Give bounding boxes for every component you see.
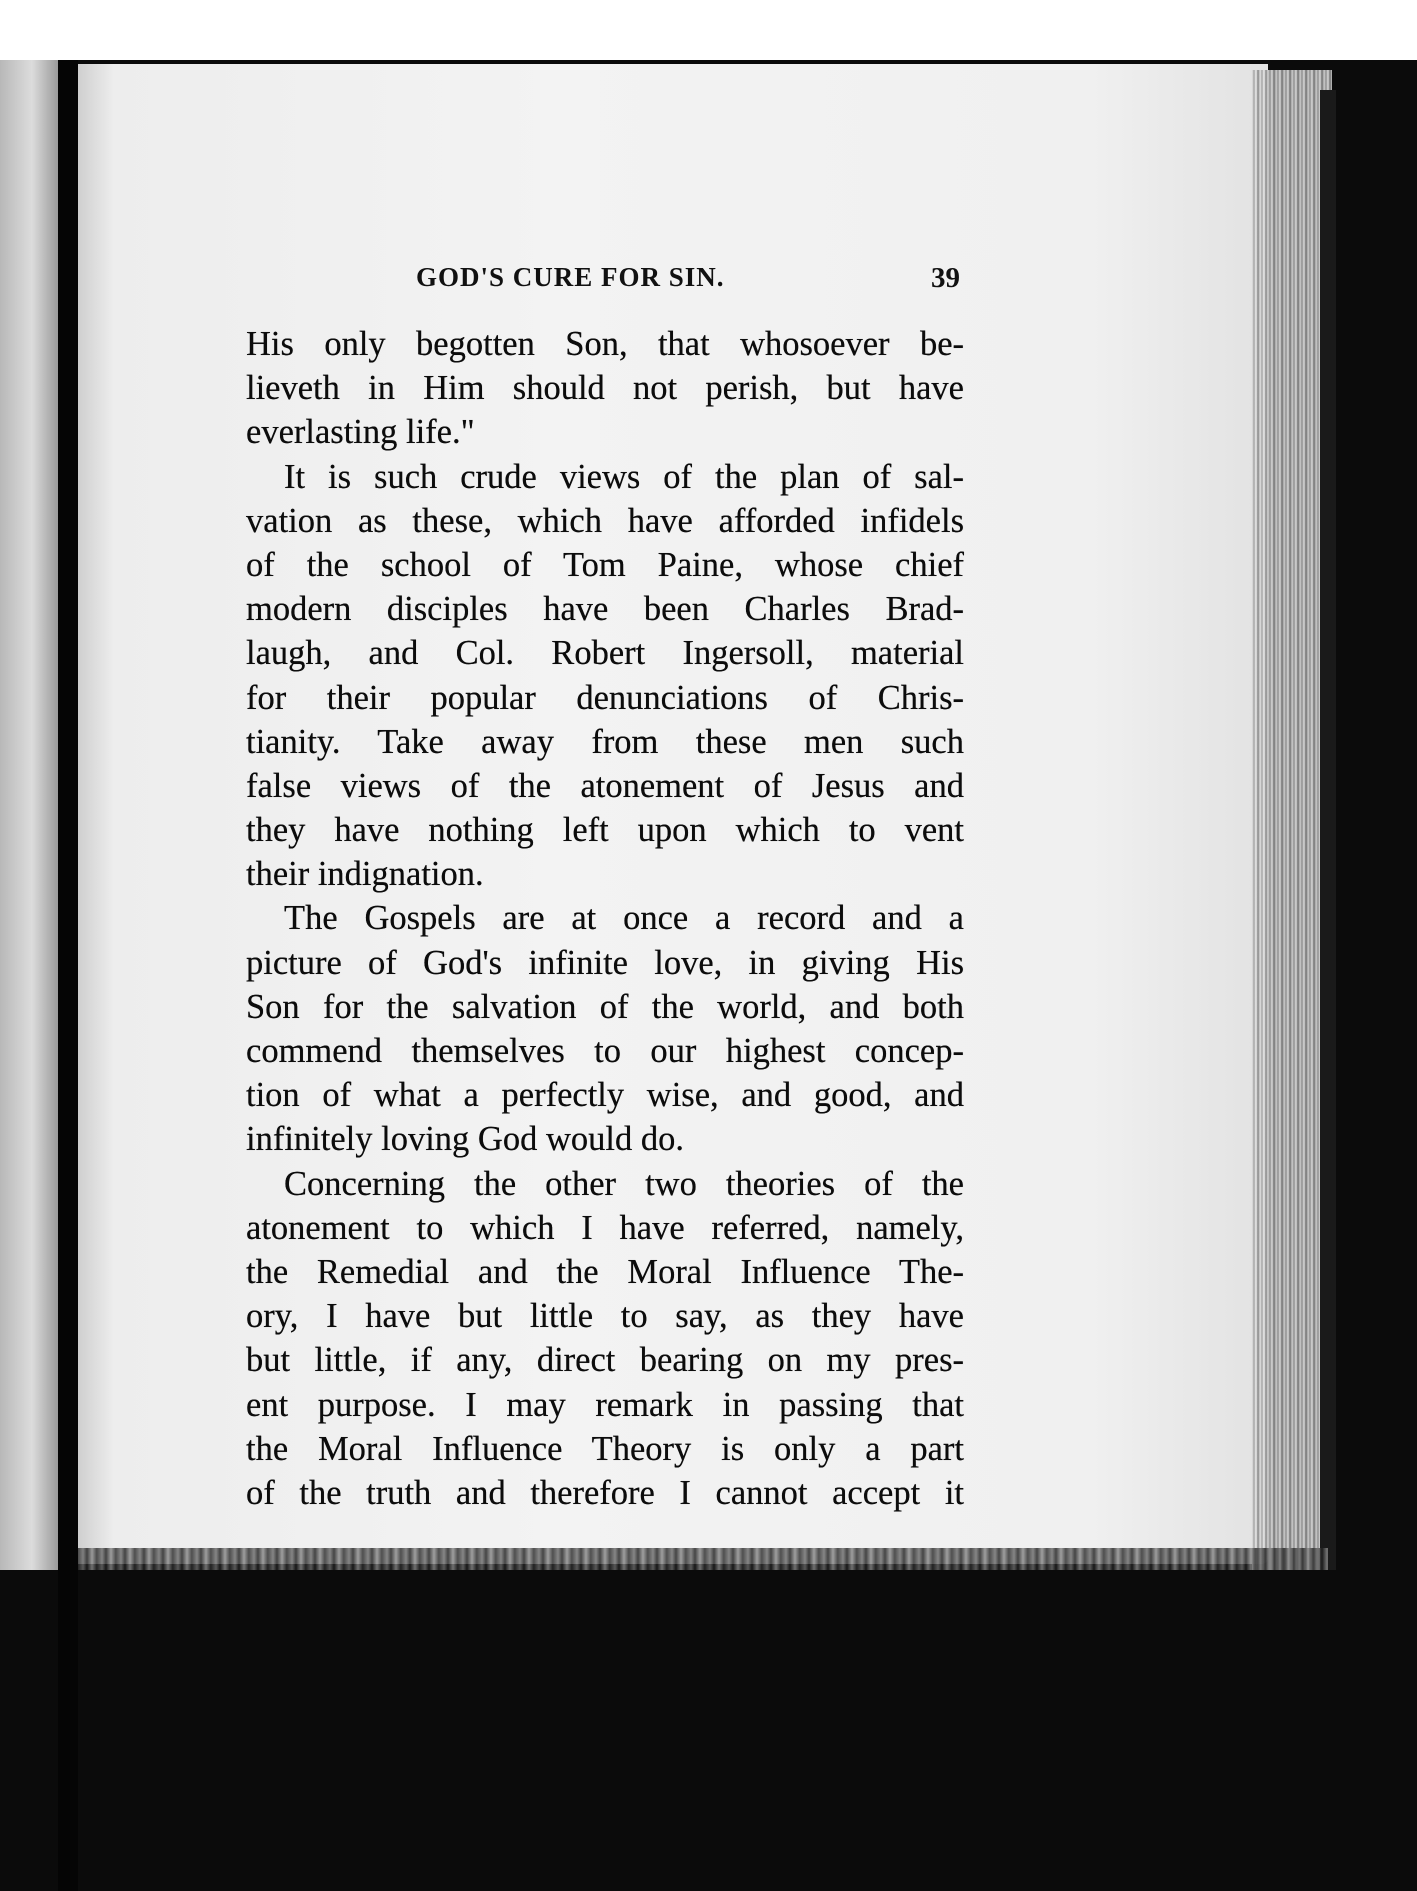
page-number: 39	[931, 262, 960, 294]
text-line: modern disciples have been Charles Brad-	[246, 590, 964, 629]
body-text	[246, 322, 964, 1515]
text-line: vation as these, which have afforded infidels	[246, 501, 964, 540]
text-line: tianity. Take away from these men such	[246, 722, 964, 761]
book-gutter	[58, 60, 78, 1891]
text-line: ory, I have but little to say, as they have	[246, 1297, 964, 1336]
text-line: Concerning the other two theories of the	[284, 1164, 964, 1203]
running-head-title: GOD'S CURE FOR SIN.	[416, 262, 725, 292]
text-line: commend themselves to our highest concep-	[246, 1032, 964, 1070]
text-line: lieveth in Him should not perish, but have	[246, 369, 964, 408]
previous-page-edge	[0, 60, 58, 1570]
text-line: His only begotten Son, that whosoever be-	[246, 325, 964, 363]
bottom-page-edge	[78, 1548, 1328, 1570]
text-line: It is such crude views of the plan of sal-	[284, 457, 964, 496]
page-stack-shadow	[1320, 90, 1336, 1570]
text-line: the Moral Influence Theory is only a part	[246, 1429, 964, 1468]
running-head	[246, 262, 960, 302]
text-line: Son for the salvation of the world, and both	[246, 987, 964, 1026]
text-line: they have nothing left upon which to vent	[246, 811, 964, 850]
text-line: false views of the atonement of Jesus and	[246, 766, 964, 805]
text-line: for their popular denunciations of Chris-	[246, 678, 964, 717]
text-line: of the truth and therefore I cannot accept it	[246, 1473, 964, 1512]
text-line: laugh, and Col. Robert Ingersoll, material	[246, 634, 964, 673]
text-line: The Gospels are at once a record and a	[284, 899, 964, 938]
text-line: ent purpose. I may remark in passing that	[246, 1385, 964, 1424]
text-line: tion of what a perfectly wise, and good, and	[246, 1076, 964, 1115]
text-line: infinitely loving God would do.	[246, 1120, 684, 1159]
text-line: picture of God's infinite love, in giving His	[246, 943, 964, 982]
text-line: everlasting life."	[246, 413, 475, 452]
text-line: the Remedial and the Moral Influence The-	[246, 1252, 964, 1291]
text-line: of the school of Tom Paine, whose chief	[246, 545, 964, 584]
text-line: their indignation.	[246, 855, 484, 894]
text-line: but little, if any, direct bearing on my pres-	[246, 1341, 964, 1380]
text-line: atonement to which I have referred, namely,	[246, 1208, 964, 1247]
